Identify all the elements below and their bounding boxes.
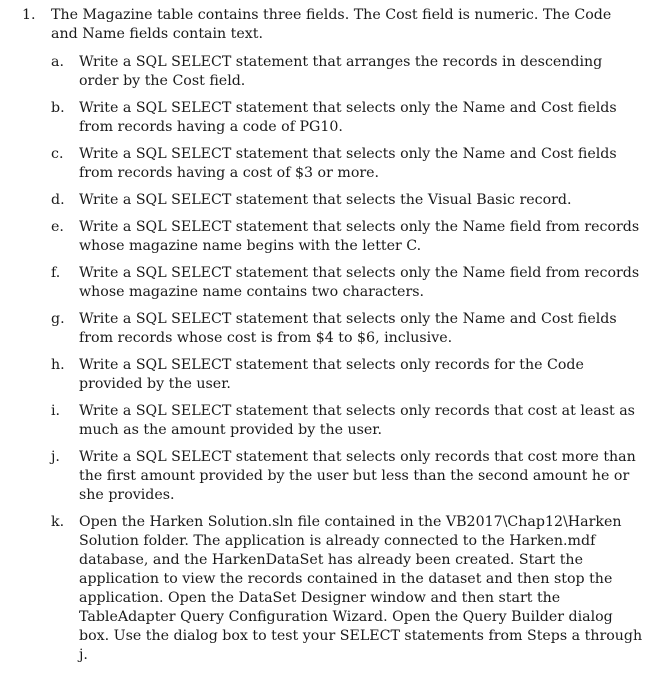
sub-question-text: Open the Harken Solution.sln file contained in the VB2017\Chap12\Harken Solution folder. The application is already connected to the Harken.mdf database, and the HarkenDataSet has already been created. Start the application to view the records contained in the dataset and then stop the application. Open the DataSet Designer window and then start the TableAdapter Query Configuration Wizard. Open the Query Builder dialog box. Use the dialog box to test your SELECT statements from Steps a through j. [79, 514, 643, 663]
sub-question-letter: i. [51, 403, 61, 419]
sub-question-text: Write a SQL SELECT statement that arranges the records in descending order by the Cost field. [79, 54, 603, 89]
sub-question-letter: d. [51, 192, 65, 208]
sub-question-g [51, 310, 645, 348]
sub-question-letter: c. [51, 146, 64, 162]
sub-question-text: Write a SQL SELECT statement that selects only the Name and Cost fields from records whose cost is from $4 to $6, inclusive. [79, 311, 617, 346]
sub-question-text: Write a SQL SELECT statement that selects the Visual Basic record. [79, 192, 572, 208]
sub-question-text: Write a SQL SELECT statement that selects only records that cost at least as much as the amount provided by the user. [79, 403, 635, 438]
sub-question-k [51, 513, 645, 665]
sub-question-b [51, 99, 645, 137]
sub-question-letter: f. [51, 265, 61, 281]
sub-question-d [51, 191, 645, 210]
sub-question-list [51, 53, 645, 673]
sub-question-letter: g. [51, 311, 65, 327]
sub-question-c [51, 145, 645, 183]
sub-question-letter: b. [51, 100, 65, 116]
sub-question-letter: h. [51, 357, 65, 373]
sub-question-letter: j. [51, 449, 60, 465]
sub-question-letter: a. [51, 54, 64, 70]
sub-question-text: Write a SQL SELECT statement that selects only the Name field from records whose magazine name begins with the letter C. [79, 219, 640, 254]
sub-question-text: Write a SQL SELECT statement that selects only records that cost more than the first amount provided by the user but less than the second amount he or she provides. [79, 449, 636, 503]
sub-question-text: Write a SQL SELECT statement that selects only the Name and Cost fields from records having a code of PG10. [79, 100, 617, 135]
question-number: 1. [22, 7, 36, 23]
sub-question-a [51, 53, 645, 91]
question-stem: The Magazine table contains three fields. The Cost field is numeric. The Code and Name fields contain text. [51, 7, 612, 42]
sub-question-text: Write a SQL SELECT statement that selects only the Name field from records whose magazine name contains two characters. [79, 265, 640, 300]
sub-question-i [51, 402, 645, 440]
sub-question-text: Write a SQL SELECT statement that selects only records for the Code provided by the user. [79, 357, 584, 392]
sub-question-letter: e. [51, 219, 64, 235]
sub-question-j [51, 448, 645, 505]
sub-question-e [51, 218, 645, 256]
sub-question-letter: k. [51, 514, 65, 530]
sub-question-h [51, 356, 645, 394]
sub-question-f [51, 264, 645, 302]
sub-question-text: Write a SQL SELECT statement that selects only the Name and Cost fields from records having a cost of $3 or more. [79, 146, 617, 181]
